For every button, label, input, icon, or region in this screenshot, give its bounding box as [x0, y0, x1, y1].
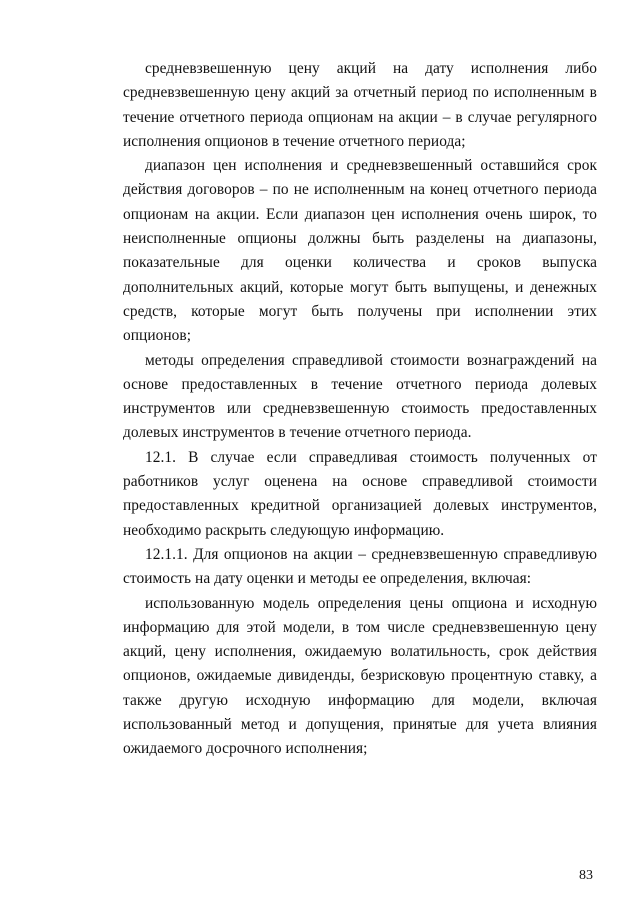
paragraph-section-12-1: 12.1. В случае если справедливая стоимость полученных от работников услуг оценена на основе справедливой стоимости предоставленных кредитной организацией долевых инструментов, необходимо раскрыть следующую информацию. — [123, 448, 597, 539]
page-number: 83 — [579, 868, 593, 883]
paragraph-weighted-average-price: средневзвешенную цену акций на дату исполнения либо средневзвешенную цену акций за отчетный период по исполненным в течение отчетного периода опционам на акции – в случае регулярного исполнения опционов в течение отчетного периода; — [123, 60, 597, 150]
document-body — [123, 57, 597, 762]
paragraph-fair-value-methods: методы определения справедливой стоимости вознаграждений на основе предоставленных в течение отчетного периода долевых инструментов или средневзвешенную стоимость предоставленных долевых инструментов в течение отчетного периода. — [123, 351, 597, 442]
paragraph-section-12-1-1: 12.1.1. Для опционов на акции – средневзвешенную справедливую стоимость на дату оценки и методы ее определения, включая: — [123, 545, 597, 588]
paragraph-option-pricing-model: использованную модель определения цены опциона и исходную информацию для этой модели, в том числе средневзвешенную цену акций, цену исполнения, ожидаемую волатильность, срок действия опционов, ожидаемые дивиденды, безрисковую процентную ставку, а также другую исходную информацию для модели, включая использованный метод и допущения, принятые для учета влияния ожидаемого досрочного исполнения; — [123, 594, 597, 758]
paragraph-exercise-price-range: диапазон цен исполнения и средневзвешенный оставшийся срок действия договоров – по не исполненным на конец отчетного периода опционам на акции. Если диапазон цен исполнения очень широк, то неисполненные опционы должны быть разделены на диапазоны, показательные для оценки количества и сроков выпуска дополнительных акций, которые могут быть выпущены, и денежных средств, которые могут быть получены при исполнении этих опционов; — [123, 157, 597, 345]
